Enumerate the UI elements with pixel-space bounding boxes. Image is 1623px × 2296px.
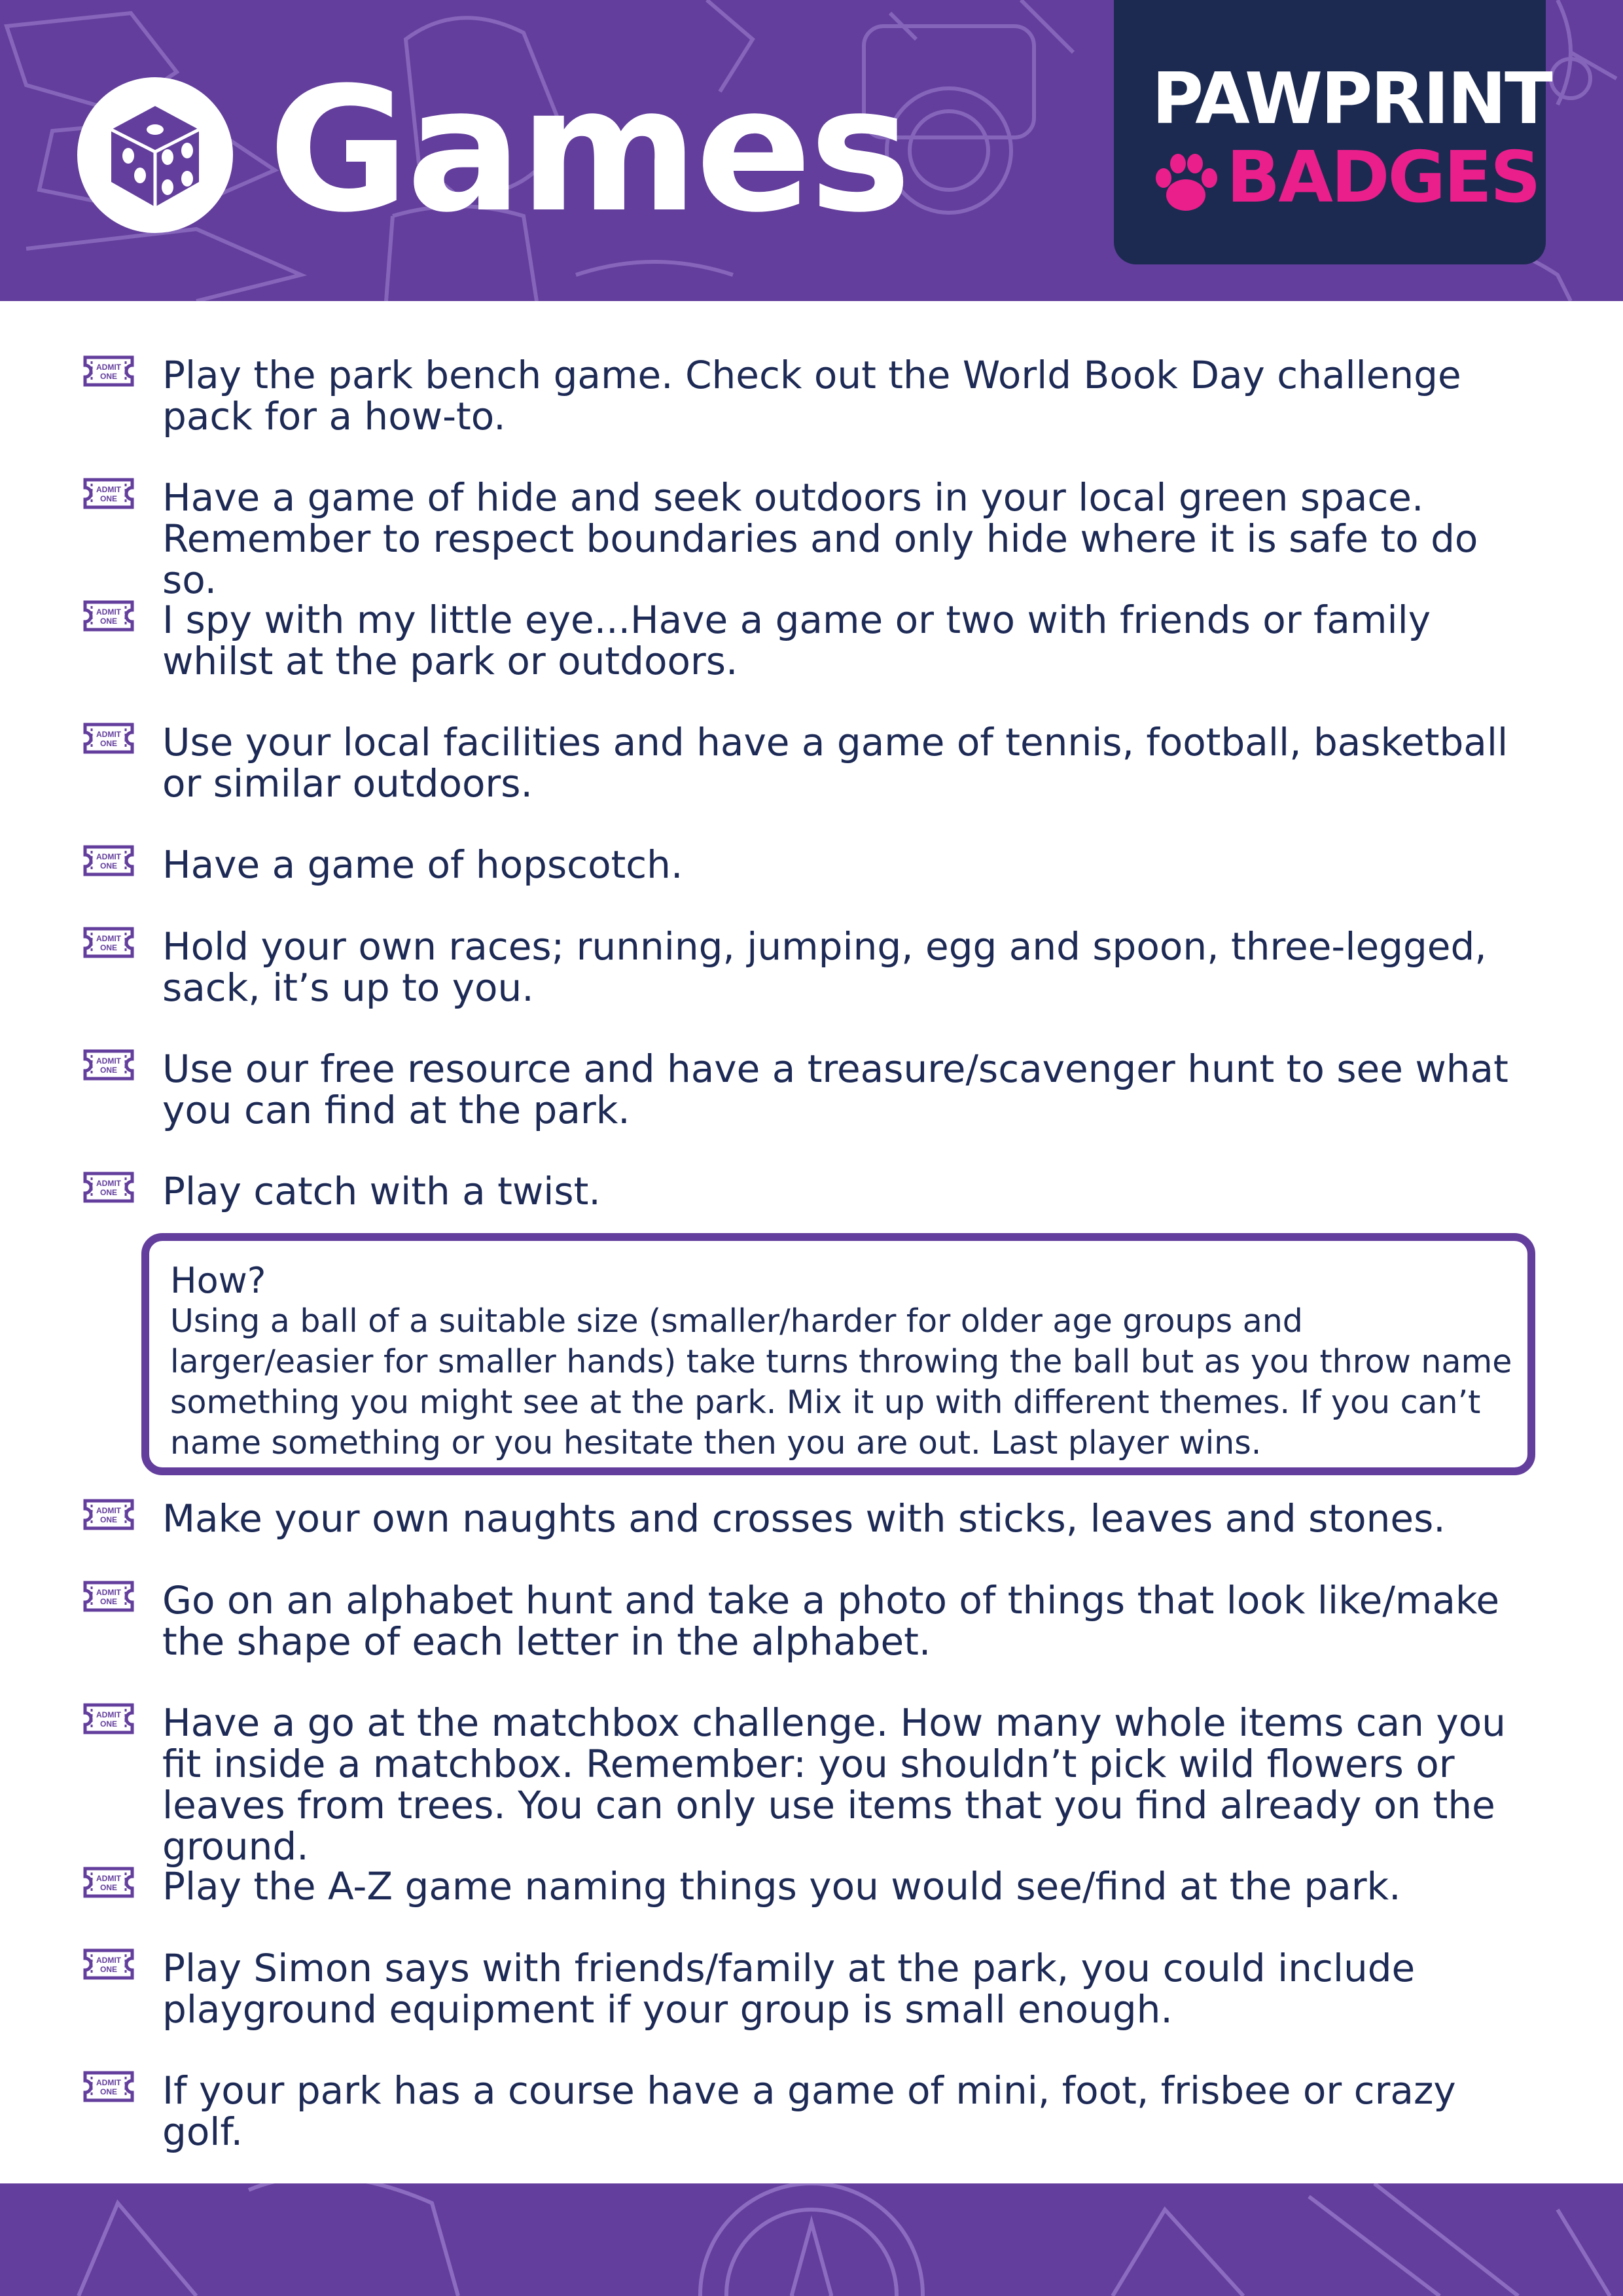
- svg-text:ADMIT: ADMIT: [96, 607, 121, 617]
- admit-one-ticket-icon: [81, 1498, 136, 1534]
- list-item-text: If your park has a course have a game of mini, foot, frisbee or crazy golf.: [162, 2068, 1456, 2154]
- admit-one-ticket-icon: [81, 1580, 136, 1615]
- svg-text:ADMIT: ADMIT: [96, 730, 121, 739]
- admit-one-ticket-icon: [81, 722, 136, 757]
- list-item-text: Have a game of hopscotch.: [162, 842, 683, 887]
- admit-one-ticket-icon: [81, 1702, 136, 1738]
- how-box-body: Using a ball of a suitable size (smaller/harder for older age groups and larger/easier for smaller hands) take turns throwing the ball but as you throw name something you might see at the park. Mix it up with different themes. If you can’t name something or you hesitate then you are out. Last player wins.: [170, 1302, 1512, 1462]
- list-item-text: Use our free resource and have a treasure/scavenger hunt to see what you can find at the park.: [162, 1047, 1508, 1132]
- svg-text:ONE: ONE: [99, 1883, 118, 1892]
- admit-one-ticket-icon: [81, 1866, 136, 1901]
- list-item-text: Hold your own races; running, jumping, egg and spoon, three-legged, sack, it’s up to you.: [162, 924, 1487, 1010]
- svg-text:ONE: ONE: [99, 1188, 118, 1197]
- svg-text:ADMIT: ADMIT: [96, 2078, 121, 2087]
- brand-name-top: PAWPRINT: [1152, 58, 1551, 140]
- admit-one-ticket-icon: [81, 1171, 136, 1206]
- svg-text:ONE: ONE: [99, 739, 118, 748]
- admit-one-ticket-icon: [81, 844, 136, 880]
- svg-text:ADMIT: ADMIT: [96, 485, 121, 494]
- admit-one-ticket-icon: [81, 600, 136, 635]
- dice-icon-badge: [77, 77, 233, 233]
- svg-text:ADMIT: ADMIT: [96, 1588, 121, 1597]
- svg-text:ADMIT: ADMIT: [96, 1956, 121, 1965]
- svg-text:ONE: ONE: [99, 1066, 118, 1075]
- list-item-text: Play Simon says with friends/family at the park, you could include playground equipment if your group is small enough.: [162, 1946, 1416, 2032]
- page-title: Games: [268, 50, 909, 250]
- list-item-text: Use your local facilities and have a game of tennis, football, basketball or similar outdoors.: [162, 720, 1508, 806]
- svg-text:ONE: ONE: [99, 1597, 118, 1606]
- admit-one-ticket-icon: [81, 355, 136, 390]
- list-item-text: Have a game of hide and seek outdoors in your local green space. Remember to respect boundaries and only hide where it is safe to do so.: [162, 475, 1478, 602]
- footer-banner: [0, 2183, 1623, 2296]
- svg-text:ONE: ONE: [99, 1719, 118, 1729]
- brand-logo: [1114, 0, 1551, 264]
- svg-text:ONE: ONE: [99, 1515, 118, 1524]
- admit-one-ticket-icon: [81, 926, 136, 961]
- svg-text:ADMIT: ADMIT: [96, 363, 121, 372]
- list-item-text: Make your own naughts and crosses with sticks, leaves and stones.: [162, 1496, 1446, 1541]
- list-item-text: Play the A-Z game naming things you would see/find at the park.: [162, 1864, 1401, 1909]
- list-item-text: Have a go at the matchbox challenge. How many whole items can you fit inside a matchbox. Remember: you shouldn’t pick wild flowers or leaves from trees. You can only use items that you find already on the ground.: [162, 1700, 1506, 1869]
- svg-text:ONE: ONE: [99, 372, 118, 381]
- admit-one-ticket-icon: [81, 1049, 136, 1084]
- brand-name-bottom: BADGES: [1226, 137, 1539, 219]
- svg-text:ADMIT: ADMIT: [96, 1506, 121, 1515]
- how-box-title: How?: [170, 1260, 266, 1301]
- svg-text:ADMIT: ADMIT: [96, 1179, 121, 1188]
- admit-one-ticket-icon: [81, 1948, 136, 1983]
- list-item-text: Play the park bench game. Check out the World Book Day challenge pack for a how-to.: [162, 353, 1461, 439]
- svg-text:ONE: ONE: [99, 494, 118, 503]
- how-to-play-box: [141, 1233, 1535, 1475]
- paw-icon: [1153, 152, 1219, 215]
- header-banner: [0, 0, 1623, 301]
- list-item-text: I spy with my little eye...Have a game or two with friends or family whilst at the park or outdoors.: [162, 598, 1431, 683]
- dice-icon: [77, 77, 233, 233]
- svg-text:ONE: ONE: [99, 617, 118, 626]
- svg-text:ADMIT: ADMIT: [96, 934, 121, 943]
- svg-text:ADMIT: ADMIT: [96, 1874, 121, 1883]
- list-item-text: Go on an alphabet hunt and take a photo of things that look like/make the shape of each letter in the alphabet.: [162, 1578, 1500, 1664]
- svg-text:ONE: ONE: [99, 2087, 118, 2096]
- list-item-text: Play catch with a twist.: [162, 1169, 601, 1213]
- admit-one-ticket-icon: [81, 477, 136, 512]
- svg-text:ONE: ONE: [99, 943, 118, 952]
- svg-text:ONE: ONE: [99, 861, 118, 870]
- svg-text:ADMIT: ADMIT: [96, 1710, 121, 1719]
- svg-text:ONE: ONE: [99, 1965, 118, 1974]
- svg-text:ADMIT: ADMIT: [96, 1056, 121, 1066]
- svg-text:ADMIT: ADMIT: [96, 852, 121, 861]
- outdoor-pattern-decoration: [0, 2183, 1623, 2296]
- admit-one-ticket-icon: [81, 2070, 136, 2106]
